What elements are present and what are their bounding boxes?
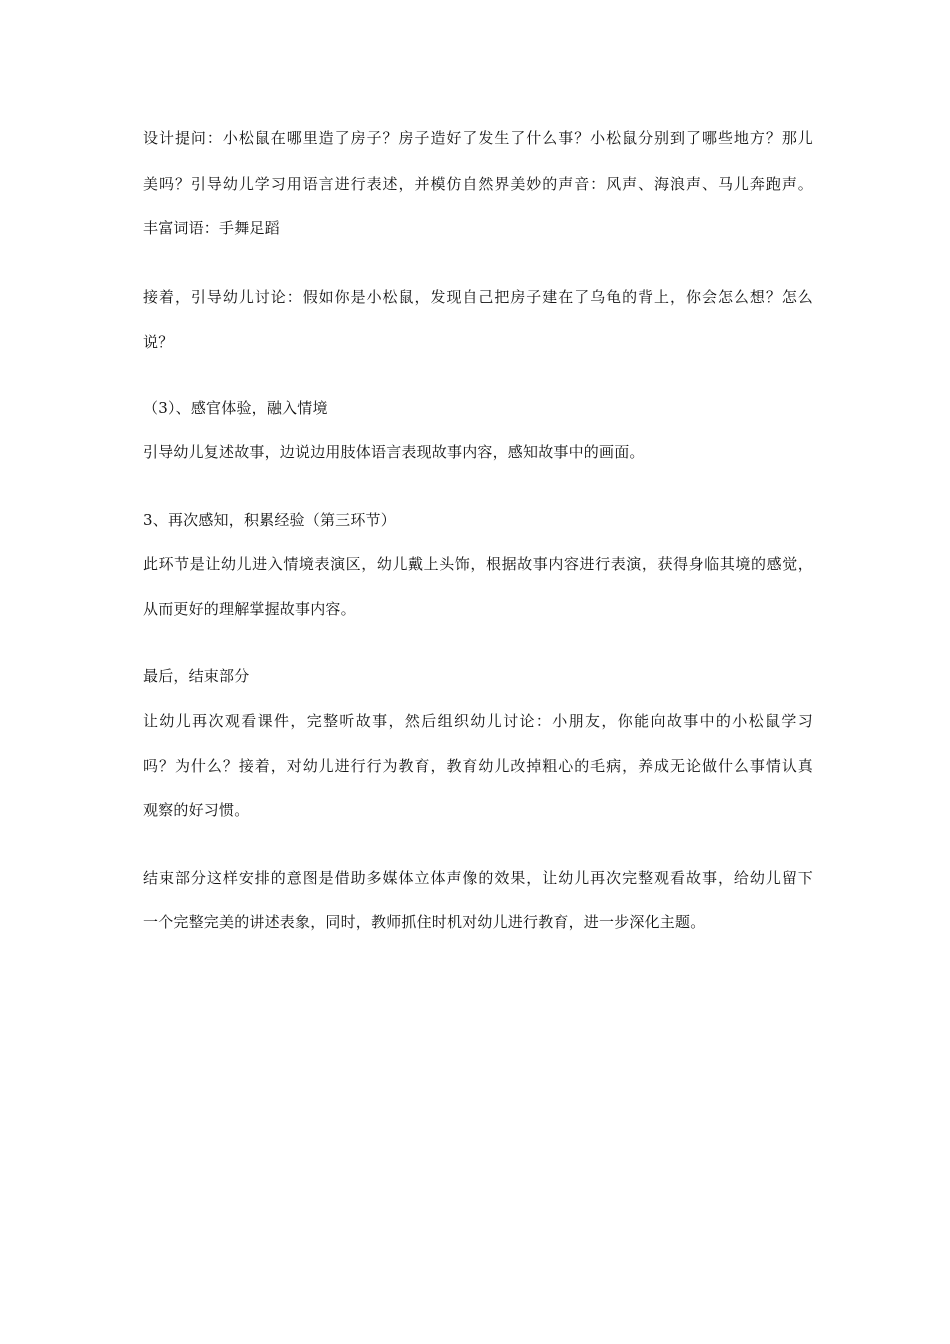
section-heading-ending: 最后，结束部分 bbox=[143, 667, 250, 685]
text-line-14: 观察的好习惯。 bbox=[143, 801, 250, 819]
text-line-10: 从而更好的理解掌握故事内容。 bbox=[143, 600, 356, 618]
text-line-3: 丰富词语：手舞足蹈 bbox=[143, 219, 280, 237]
text-line-5: 说？ bbox=[143, 333, 174, 351]
text-line-7: 引导幼儿复述故事，边说边用肢体语言表现故事内容，感知故事中的画面。 bbox=[143, 443, 645, 461]
text-line-4: 接着，引导幼儿讨论：假如你是小松鼠，发现自己把房子建在了乌龟的背上，你会怎么想？怎么 bbox=[143, 288, 813, 306]
text-line-15: 结束部分这样安排的意图是借助多媒体立体声像的效果，让幼儿再次完整观看故事，给幼儿留下 bbox=[143, 869, 813, 887]
section-heading-3: （3）、感官体验，融入情境 bbox=[143, 399, 328, 417]
section-heading-third-stage: 3、再次感知，积累经验（第三环节） bbox=[143, 511, 396, 529]
text-line-12: 让幼儿再次观看课件，完整听故事，然后组织幼儿讨论：小朋友，你能向故事中的小松鼠学习 bbox=[143, 712, 813, 730]
text-line-2: 美吗？引导幼儿学习用语言进行表述，并模仿自然界美妙的声音：风声、海浪声、马儿奔跑声。 bbox=[143, 175, 813, 193]
text-line-9: 此环节是让幼儿进入情境表演区，幼儿戴上头饰，根据故事内容进行表演，获得身临其境的感觉， bbox=[143, 555, 813, 573]
text-line-1: 设计提问：小松鼠在哪里造了房子？房子造好了发生了什么事？小松鼠分别到了哪些地方？那儿 bbox=[143, 129, 813, 147]
text-line-16: 一个完整完美的讲述表象，同时，教师抓住时机对幼儿进行教育，进一步深化主题。 bbox=[143, 913, 706, 931]
text-line-13: 吗？为什么？接着，对幼儿进行行为教育，教育幼儿改掉粗心的毛病，养成无论做什么事情认真 bbox=[143, 757, 813, 775]
